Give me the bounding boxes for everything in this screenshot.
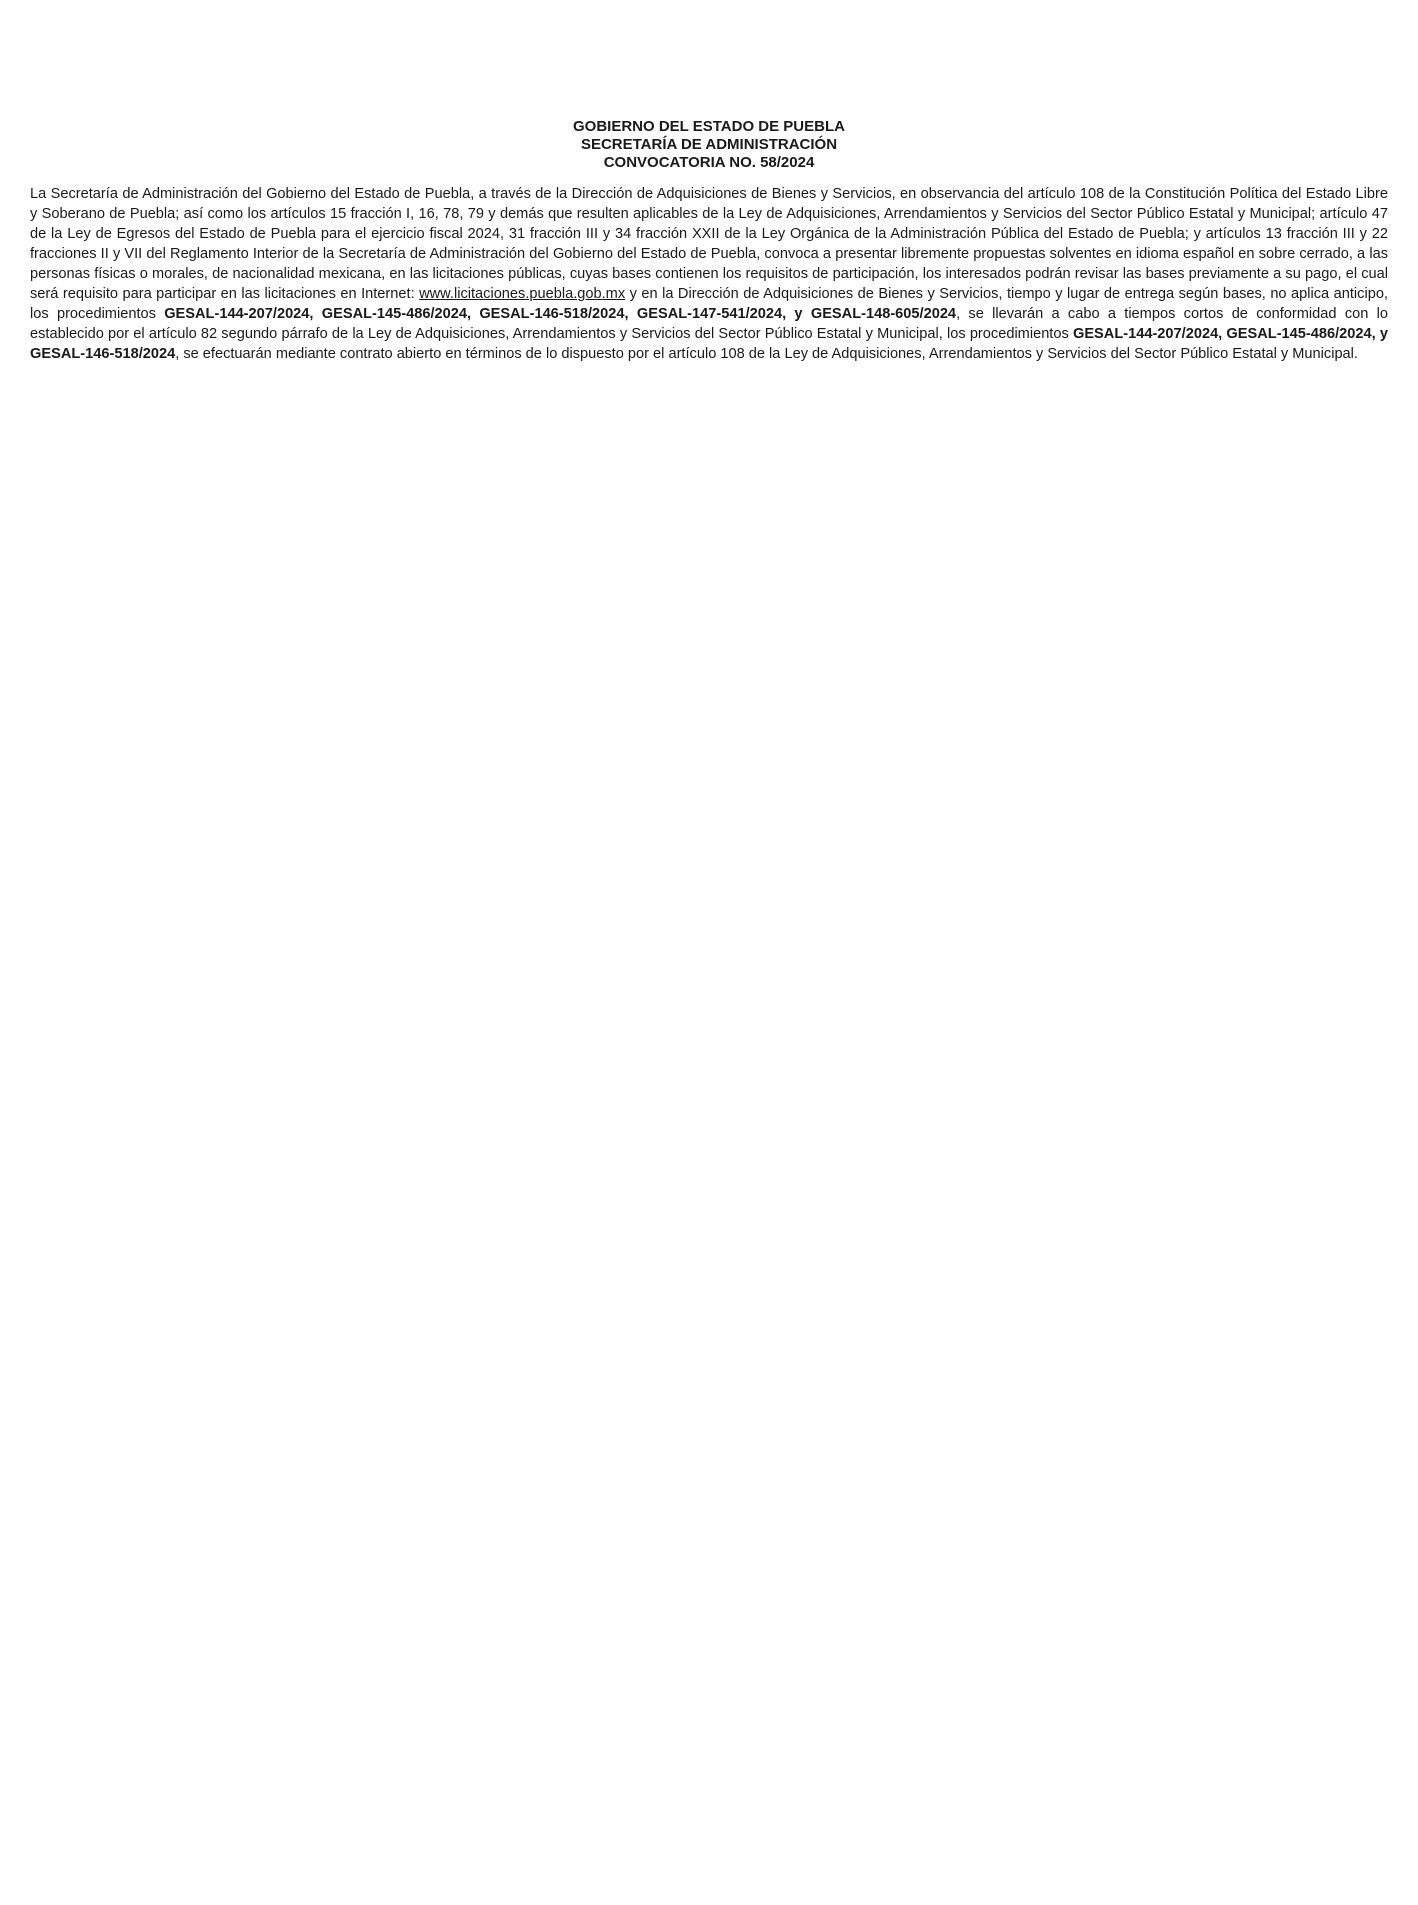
header-call-number: CONVOCATORIA NO. 58/2024 [603,154,815,171]
intro-text-2: y en la Dirección de Adquisiciones de Bienes y Servicios, tiempo y lugar de entrega según bases, no aplica anticipo, los procedimientos [30,286,1388,322]
document-header [30,118,1388,172]
intro-text-1: La Secretaría de Administración del Gobierno del Estado de Puebla, a través de la Dirección de Adquisiciones de Bienes y Servicios, en observancia del artículo 108 de la Constitución Política del Estado Libre y Soberano de Puebla; así como los artículos 15 fracción I, 16, 78, 79 y demás que resulten aplicables de la Ley de Adquisiciones, Arrendamientos y Servicios del Sector Público Estatal y Municipal; artículo 47 de la Ley de Egresos del Estado de Puebla para el ejercicio fiscal 2024, 31 fracción III y 34 fracción XXII de la Ley Orgánica de la Administración Pública del Estado de Puebla; y artículos 13 fracción III y 22 fracciones II y VII del Reglamento Interior de la Secretaría de Administración del Gobierno del Estado de Puebla, convoca a presentar libremente propuestas solventes en idioma español en sobre cerrado, a las personas físicas o morales, de nacionalidad mexicana, en las licitaciones públicas, cuyas bases contienen los requisitos de participación, los interesados podrán revisar las bases previamente a su pago, el cual será requisito para participar en las licitaciones en Internet: [30,186,1388,302]
header-government: GOBIERNO DEL ESTADO DE PUEBLA [573,118,845,135]
licitaciones-link[interactable]: www.licitaciones.puebla.gob.mx [419,286,626,302]
intro-procedures-1: GESAL-144-207/2024, GESAL-145-486/2024, GESAL-146-518/2024, GESAL-147-541/2024, y GESAL-148-605/2024 [164,306,957,322]
intro-text-3: , se llevarán a cabo a tiempos cortos de conformidad con lo establecido por el artículo 82 segundo párrafo de la Ley de Adquisiciones, Arrendamientos y Servicios del Sector Público Estatal y Municipal, los procedimientos [30,306,1388,342]
intro-procedures-2: GESAL-144-207/2024, GESAL-145-486/2024, y GESAL-146-518/2024 [30,326,1388,362]
header-secretariat: SECRETARÍA DE ADMINISTRACIÓN [580,136,838,153]
intro-paragraph [30,184,1388,364]
document-page [30,118,1388,382]
intro-text-4: , se efectuarán mediante contrato abierto en términos de lo dispuesto por el artículo 108 de la Ley de Adquisiciones, Arrendamientos y Servicios del Sector Público Estatal y Municipal. [175,346,1358,362]
